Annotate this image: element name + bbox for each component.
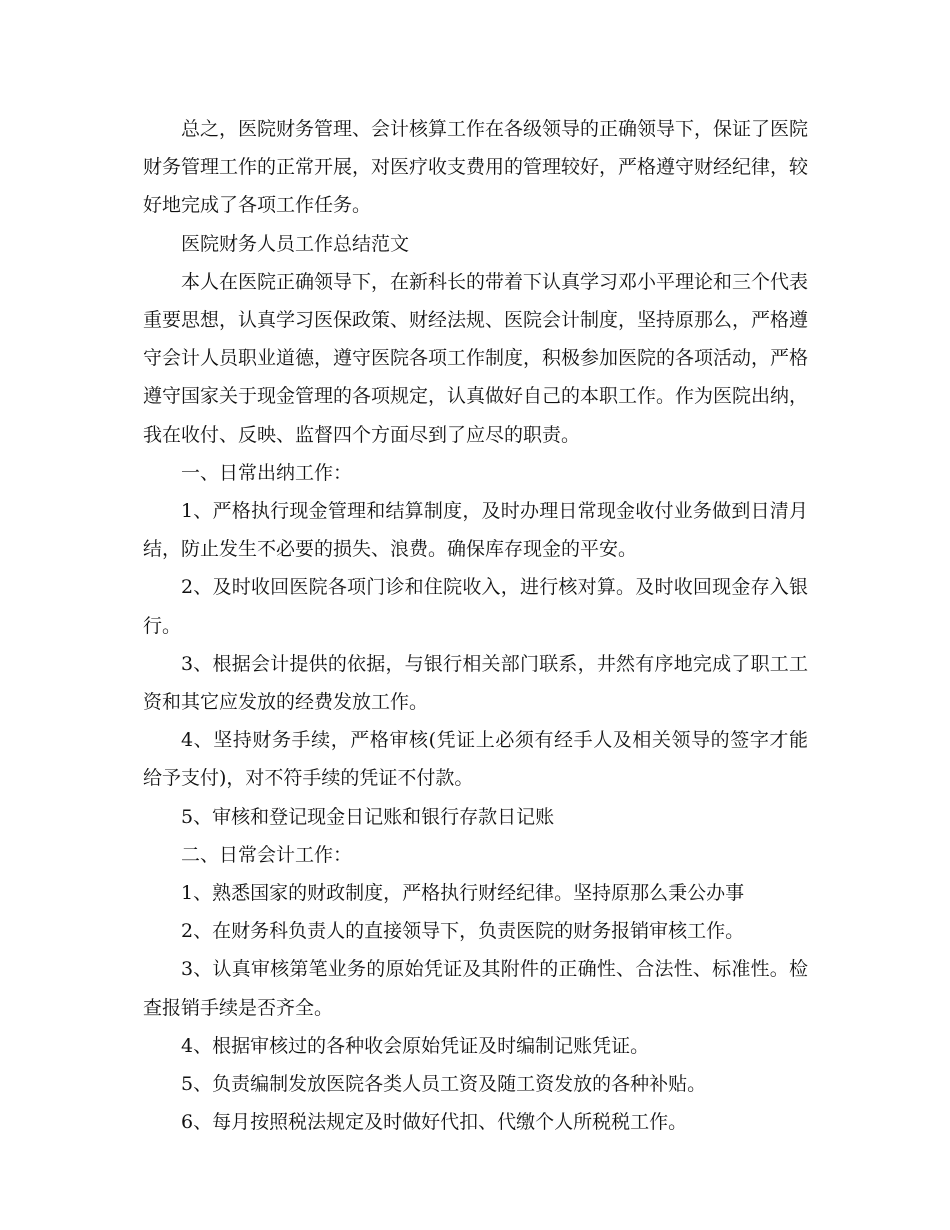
document-page [143,110,808,1141]
paragraph-intro: 本人在医院正确领导下，在新科长的带着下认真学习邓小平理论和三个代表重要思想，认真学习医保政策、财经法规、医院会计制度，坚持原那么，严格遵守会计人员职业道德，遵守医院各项工作制度，积极参加医院的各项活动，严格遵守国家关于现金管理的各项规定，认真做好自己的本职工作。作为医院出纳，我在收付、反映、监督四个方面尽到了应尽的职责。 [143,270,809,446]
heading-accounting-work: 二、日常会计工作： [181,843,353,866]
list-item: 1、熟悉国家的财政制度，严格执行财经纪律。坚持原那么秉公办事 [181,882,745,905]
heading-cashier-work: 一、日常出纳工作： [181,461,353,484]
list-item: 6、每月按照税法规定及时做好代扣、代缴个人所税税工作。 [181,1111,688,1134]
list-item: 5、负责编制发放医院各类人员工资及随工资发放的各种补贴。 [181,1073,707,1096]
list-item: 1、严格执行现金管理和结算制度，及时办理日常现金收付业务做到日清月结，防止发生不必要的损失、浪费。确保库存现金的平安。 [143,500,808,561]
section-title: 医院财务人员工作总结范文 [181,232,410,255]
paragraph-summary: 总之，医院财务管理、会计核算工作在各级领导的正确领导下，保证了医院财务管理工作的正常开展，对医疗收支费用的管理较好，严格遵守财经纪律，较好地完成了各项工作任务。 [143,118,809,217]
list-item: 2、及时收回医院各项门诊和住院收入，进行核对算。及时收回现金存入银行。 [143,576,808,637]
list-item: 3、认真审核第笔业务的原始凭证及其附件的正确性、合法性、标准性。检查报销手续是否齐全。 [143,958,808,1019]
list-item: 4、根据审核过的各种收会原始凭证及时编制记账凭证。 [181,1034,650,1057]
list-item: 5、审核和登记现金日记账和银行存款日记账 [181,805,555,828]
list-item: 4、坚持财务手续，严格审核(凭证上必须有经手人及相关领导的签字才能给予支付)，对不符手续的凭证不付款。 [143,729,808,790]
list-item: 3、根据会计提供的依据，与银行相关部门联系，井然有序地完成了职工工资和其它应发放的经费发放工作。 [143,652,808,714]
list-item: 2、在财务科负责人的直接领导下，负责医院的财务报销审核工作。 [181,920,745,943]
